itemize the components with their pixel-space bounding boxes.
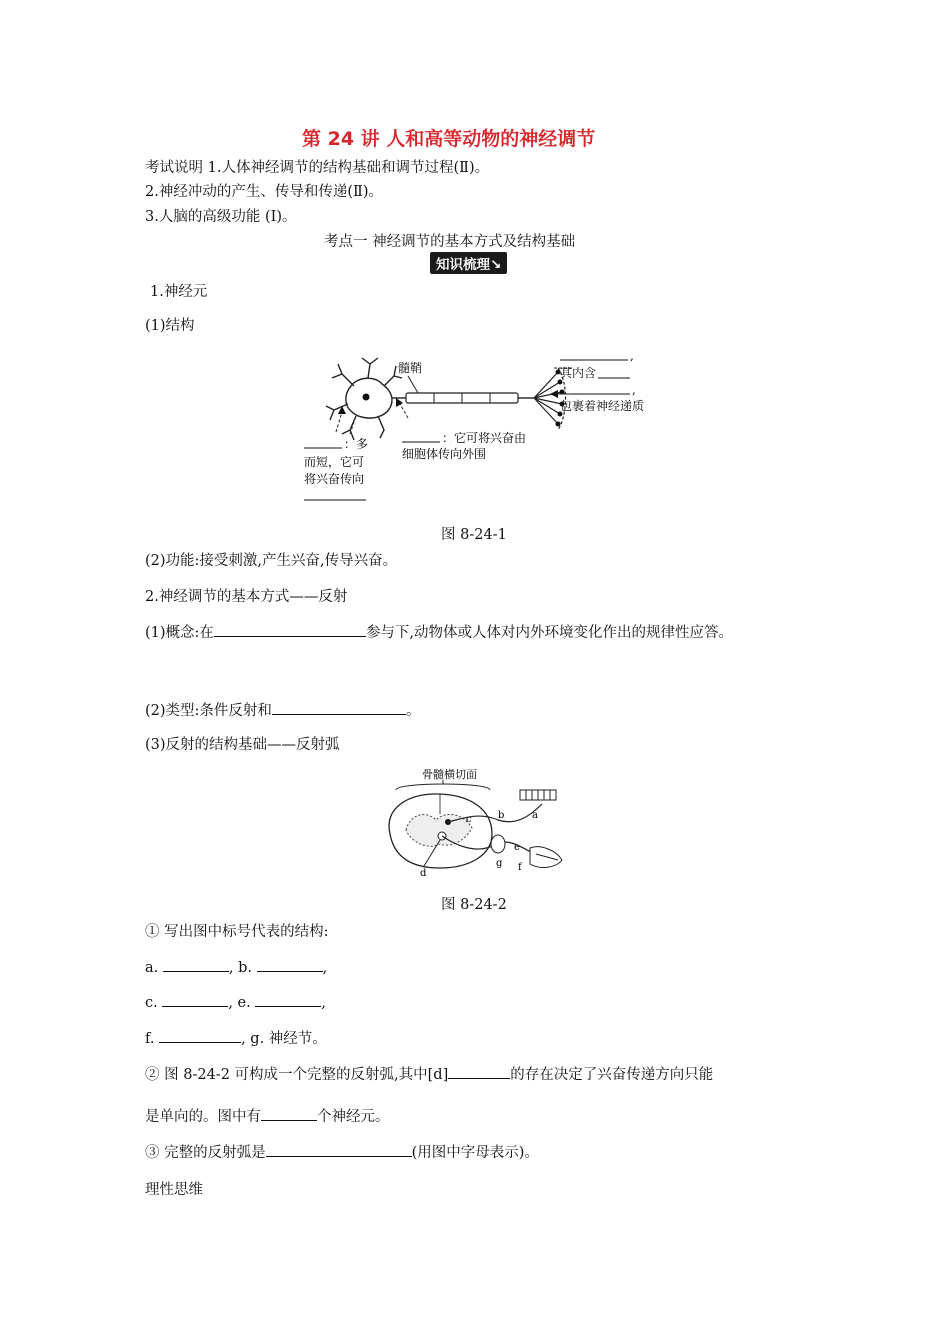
q1-line-ce: c. , e. , <box>145 992 326 1011</box>
receptor-a <box>520 790 556 800</box>
svg-text:,: , <box>632 383 636 397</box>
left-label-1: ：多 <box>344 437 369 451</box>
concept-blank[interactable] <box>214 622 366 637</box>
section-heading: 考点一 神经调节的基本方式及结构基础 <box>324 234 576 250</box>
blank-a[interactable] <box>163 957 229 972</box>
mid-label-2: 细胞体传向外围 <box>402 447 487 461</box>
label-e: e <box>514 842 520 853</box>
page-title: 第 24 讲 人和高等动物的神经调节 <box>302 128 596 150</box>
reflex-heading: 2.神经调节的基本方式——反射 <box>145 589 348 605</box>
label-d: d <box>420 868 427 879</box>
nucleus <box>363 394 370 401</box>
structure-heading: (1)结构 <box>145 318 195 334</box>
blank-arc[interactable] <box>266 1142 412 1157</box>
blank-d[interactable] <box>448 1064 510 1079</box>
right-label-2: 包裹着神经递质 <box>560 399 645 413</box>
label-a: a <box>532 810 538 821</box>
exam-note-1: 考试说明 1.人体神经调节的结构基础和调节过程(Ⅱ)。 <box>145 160 490 176</box>
q2-line1: ② 图 8-24-2 可构成一个完整的反射弧,其中[d] 的存在决定了兴奋传递方向只能 <box>145 1063 713 1084</box>
left-label-3: 将兴奋传向 <box>304 472 365 486</box>
label-b: b <box>498 810 505 821</box>
neuron-figure <box>296 350 656 508</box>
q3-line: ③ 完整的反射弧是 (用图中字母表示)。 <box>145 1141 539 1162</box>
svg-text:,: , <box>630 350 634 363</box>
axon-terminals <box>534 372 562 424</box>
fig2-caption: 图 8-24-2 <box>441 897 507 913</box>
knowledge-badge: 知识梳理↘ <box>430 252 507 274</box>
spinal-section-label: 骨髓横切面 <box>422 768 477 781</box>
label-c: c <box>466 814 472 825</box>
fig1-caption: 图 8-24-1 <box>441 527 507 543</box>
blank-f[interactable] <box>159 1028 241 1043</box>
exam-note-2: 2.神经冲动的产生、传导和传递(Ⅱ)。 <box>145 184 384 200</box>
neuron-function: (2)功能:接受刺激,产生兴奋,传导兴奋。 <box>145 553 398 569</box>
blank-b[interactable] <box>257 957 323 972</box>
neuron-heading: 1.神经元 <box>150 284 208 300</box>
basis-line: (3)反射的结构基础——反射弧 <box>145 737 340 753</box>
type-line: (2)类型:条件反射和 。 <box>145 699 420 720</box>
reflex-arc-figure <box>380 764 570 882</box>
concept-line: (1)概念:在 参与下,动物体或人体对内外环境变化作出的规律性应答。 <box>145 621 733 642</box>
blank-neuron-count[interactable] <box>261 1106 317 1121</box>
myelin-label: 髓鞘 <box>398 361 423 375</box>
blank-e[interactable] <box>255 992 321 1007</box>
q2-line2: 是单向的。图中有 个神经元。 <box>145 1105 390 1126</box>
footer-heading: 理性思维 <box>145 1182 203 1198</box>
right-label-1: 其内含 <box>560 366 597 380</box>
q1-line-ab: a. , b. , <box>145 957 327 976</box>
label-f: f <box>518 862 522 873</box>
blank-c[interactable] <box>162 992 228 1007</box>
label-g: g <box>496 858 503 869</box>
type-blank[interactable] <box>272 700 406 715</box>
exam-note-3: 3.人脑的高级功能 (Ⅰ)。 <box>145 209 297 225</box>
q1-line-fg: f. , g. 神经节。 <box>145 1027 327 1048</box>
ganglion-g <box>491 835 505 853</box>
mid-label-1: ：它可将兴奋由 <box>442 431 527 445</box>
q1-heading: ① 写出图中标号代表的结构: <box>145 924 329 940</box>
left-label-2: 而短，它可 <box>304 455 365 469</box>
